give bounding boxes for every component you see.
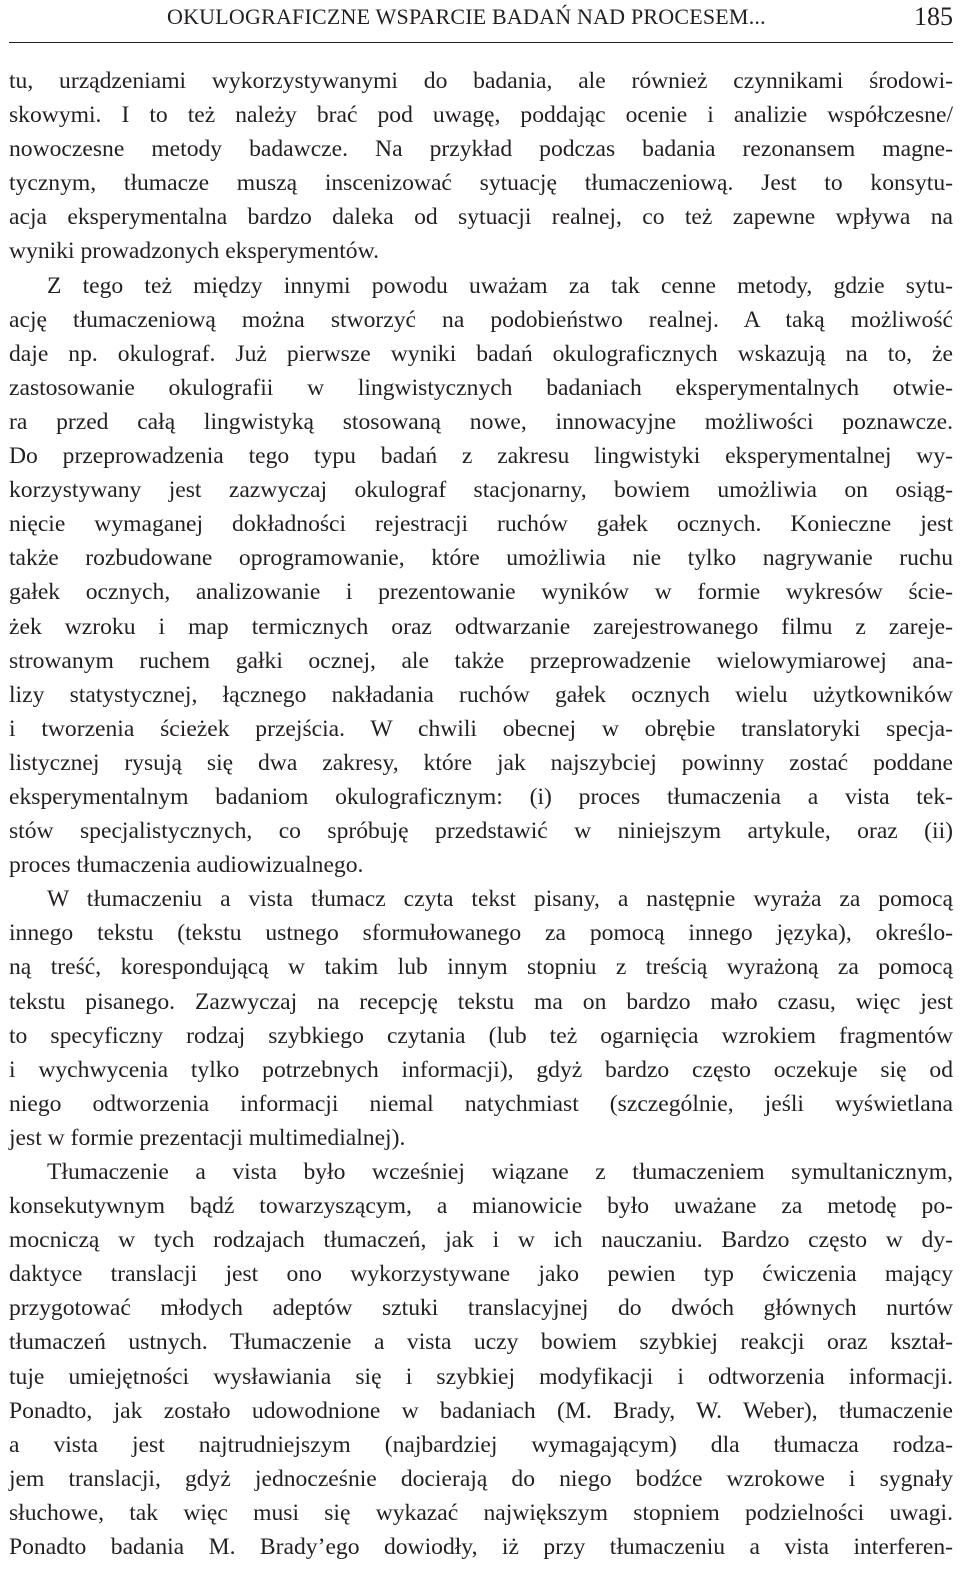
text-line: i wychwycenia tylko potrzebnych informacji), gdyż bardzo często oczekuje się od	[9, 1056, 953, 1083]
text-line: zastosowanie okulografii w lingwistycznych badaniach eksperymentalnych otwie-	[9, 374, 953, 401]
text-line: daktyce translacji jest ono wykorzystywane jako pewien typ ćwiczenia mający	[9, 1261, 953, 1288]
text-line: Ponadto badania M. Brady’ego dowiodły, iż przy tłumaczeniu a vista interferen-	[9, 1534, 953, 1561]
text-line: listycznej rysują się dwa zakresy, które jak najszybciej powinny zostać poddane	[9, 749, 953, 776]
text-line: Do przeprowadzenia tego typu badań z zakresu lingwistyki eksperymentalnej wy-	[9, 443, 953, 470]
text-line: nięcie wymaganej dokładności rejestracji ruchów gałek ocznych. Konieczne jest	[9, 511, 953, 538]
text-line: słuchowe, tak więc musi się wykazać największym stopniem podzielności uwagi.	[9, 1499, 953, 1526]
text-line: acja eksperymentalna bardzo daleka od sytuacji realnej, co też zapewne wpływa na	[9, 204, 953, 231]
text-line: innego tekstu (tekstu ustnego sformułowanego za pomocą innego języka), określo-	[9, 920, 953, 947]
text-line: a vista jest najtrudniejszym (najbardziej wymagającym) dla tłumacza rodza-	[9, 1431, 953, 1458]
text-line: korzystywany jest zazwyczaj okulograf stacjonarny, bowiem umożliwia on osiąg-	[9, 477, 953, 504]
text-line: tuje umiejętności wysławiania się i szybkiej modyfikacji i odtworzenia informacji.	[9, 1363, 953, 1390]
text-line: niego odtworzenia informacji niemal natychmiast (szczególnie, jeśli wyświetlana	[9, 1090, 953, 1117]
text-line: Ponadto, jak zostało udowodnione w badaniach (M. Brady, W. Weber), tłumaczenie	[9, 1397, 953, 1424]
text-line: ację tłumaczeniową można stworzyć na podobieństwo realnej. A taką możliwość	[9, 306, 953, 333]
text-line: Tłumaczenie a vista było wcześniej wiązane z tłumaczeniem symultanicznym,	[47, 1159, 953, 1185]
text-line: proces tłumaczenia audiowizualnego.	[9, 852, 364, 879]
text-line: tłumaczeń ustnych. Tłumaczenie a vista uczy bowiem szybkiej reakcji oraz kształ-	[9, 1329, 953, 1356]
text-line: wyniki prowadzonych eksperymentów.	[9, 238, 379, 265]
text-line: lizy statystycznej, łącznego nakładania ruchów gałek ocznych wielu użytkowników	[9, 681, 953, 708]
text-line: skowymi. I to też należy brać pod uwagę, poddając ocenie i analizie współczesne/	[9, 102, 953, 129]
text-line: Z tego też między innymi powodu uważam za tak cenne metody, gdzie sytu-	[47, 272, 953, 299]
text-line: W tłumaczeniu a vista tłumacz czyta tekst pisany, a następnie wyraża za pomocą	[47, 886, 953, 913]
text-line: mocniczą w tych rodzajach tłumaczeń, jak i w ich nauczaniu. Bardzo często w dy-	[9, 1227, 953, 1254]
text-line: to specyficzny rodzaj szybkiego czytania (lub też ogarnięcia wzrokiem fragmentów	[9, 1022, 953, 1049]
text-line: nowoczesne metody badawcze. Na przykład podczas badania rezonansem magne-	[9, 136, 953, 163]
text-line: i tworzenia ścieżek przejścia. W chwili obecnej w obrębie translatoryki specja-	[9, 715, 953, 742]
text-line: tycznym, tłumacze muszą inscenizować sytuację tłumaczeniową. Jest to konsytu-	[9, 170, 953, 197]
text-line: konsekutywnym bądź towarzyszącym, a mianowicie było uważane za metodę po-	[9, 1193, 953, 1220]
text-line: ną treść, korespondującą w takim lub innym stopniu z treścią wyrażoną za pomocą	[9, 954, 953, 981]
text-line: ra przed całą lingwistyką stosowaną nowe, innowacyjne możliwości poznawcze.	[9, 408, 953, 435]
text-line: jem translacji, gdyż jednocześnie docierają do niego bodźce wzrokowe i sygnały	[9, 1465, 953, 1492]
body-text	[9, 64, 953, 1564]
text-line: stów specjalistycznych, co spróbuję przedstawić w niniejszym artykule, oraz (ii)	[9, 818, 953, 845]
text-line: gałek ocznych, analizowanie i prezentowanie wyników w formie wykresów ście-	[9, 579, 953, 606]
running-title: OKULOGRAFICZNE WSPARCIE BADAŃ NAD PROCESEM...	[167, 4, 766, 29]
text-line: żek wzroku i map termicznych oraz odtwarzanie zarejestrowanego filmu z zareje-	[9, 613, 953, 640]
text-line: tekstu pisanego. Zazwyczaj na recepcję tekstu ma on bardzo mało czasu, więc jest	[9, 988, 953, 1015]
text-line: daje np. okulograf. Już pierwsze wyniki badań okulograficznych wskazują na to, że	[9, 340, 953, 367]
running-header	[9, 0, 953, 43]
text-line: jest w formie prezentacji multimedialnej).	[9, 1124, 406, 1151]
text-line: także rozbudowane oprogramowanie, które umożliwia nie tylko nagrywanie ruchu	[9, 545, 953, 572]
text-line: tu, urządzeniami wykorzystywanymi do badania, ale również czynnikami środowi-	[9, 68, 953, 94]
text-line: strowanym ruchem gałki ocznej, ale także przeprowadzenie wielowymiarowej ana-	[9, 647, 953, 674]
text-line: przygotować młodych adeptów sztuki translacyjnej do dwóch głównych nurtów	[9, 1295, 953, 1322]
document-page	[9, 0, 953, 1570]
text-line: eksperymentalnym badaniom okulograficznym: (i) proces tłumaczenia a vista tek-	[9, 783, 953, 810]
page-number: 185	[914, 2, 953, 31]
